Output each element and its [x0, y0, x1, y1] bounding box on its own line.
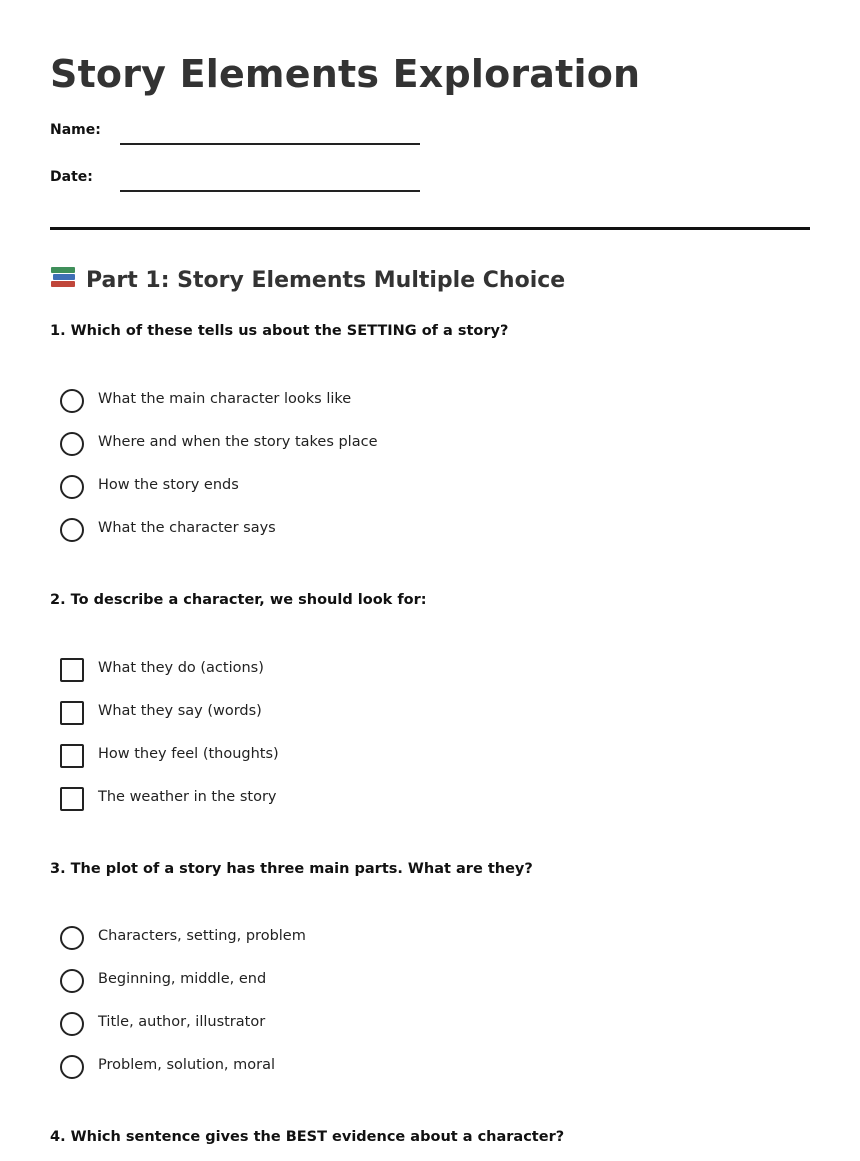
q2-option-3[interactable] [60, 744, 560, 770]
q1-option-2[interactable] [60, 432, 560, 458]
option-label: Beginning, middle, end [98, 971, 267, 987]
radio-button[interactable] [60, 389, 84, 413]
checkbox[interactable] [60, 744, 84, 768]
q3-option-2[interactable] [60, 969, 560, 995]
question-1: 1. Which of these tells us about the SETTING of a story? [50, 323, 509, 339]
name-input-line[interactable] [120, 143, 420, 145]
option-label: What they say (words) [98, 703, 262, 719]
question-4: 4. Which sentence gives the BEST evidence about a character? [50, 1129, 565, 1145]
radio-button[interactable] [60, 1012, 84, 1036]
option-label: What the main character looks like [98, 391, 352, 407]
question-2: 2. To describe a character, we should look for: [50, 592, 427, 608]
option-label: How the story ends [98, 477, 239, 493]
option-label: What the character says [98, 520, 276, 536]
option-label: Title, author, illustrator [98, 1014, 266, 1030]
header-divider [50, 227, 810, 230]
books-icon [50, 266, 76, 290]
q1-option-4[interactable] [60, 518, 560, 544]
checkbox[interactable] [60, 658, 84, 682]
q3-option-4[interactable] [60, 1055, 560, 1081]
option-label: How they feel (thoughts) [98, 746, 279, 762]
option-label: The weather in the story [98, 789, 277, 805]
option-label: Where and when the story takes place [98, 434, 378, 450]
radio-button[interactable] [60, 432, 84, 456]
q3-option-3[interactable] [60, 1012, 560, 1038]
radio-button[interactable] [60, 475, 84, 499]
date-label: Date: [50, 169, 93, 185]
option-label: Characters, setting, problem [98, 928, 306, 944]
radio-button[interactable] [60, 1055, 84, 1079]
radio-button[interactable] [60, 969, 84, 993]
q2-option-1[interactable] [60, 658, 560, 684]
q2-option-4[interactable] [60, 787, 560, 813]
q3-option-1[interactable] [60, 926, 560, 952]
page-title: Story Elements Exploration [50, 52, 641, 96]
q2-option-2[interactable] [60, 701, 560, 727]
option-label: Problem, solution, moral [98, 1057, 276, 1073]
q1-option-3[interactable] [60, 475, 560, 501]
q1-option-1[interactable] [60, 389, 560, 415]
checkbox[interactable] [60, 701, 84, 725]
name-label: Name: [50, 122, 101, 138]
option-label: What they do (actions) [98, 660, 264, 676]
radio-button[interactable] [60, 926, 84, 950]
date-input-line[interactable] [120, 190, 420, 192]
question-3: 3. The plot of a story has three main parts. What are they? [50, 861, 533, 877]
date-field[interactable] [50, 169, 420, 199]
name-field[interactable] [50, 122, 420, 152]
checkbox[interactable] [60, 787, 84, 811]
radio-button[interactable] [60, 518, 84, 542]
part1-heading-text: Part 1: Story Elements Multiple Choice [86, 268, 566, 293]
part1-heading [50, 266, 565, 293]
